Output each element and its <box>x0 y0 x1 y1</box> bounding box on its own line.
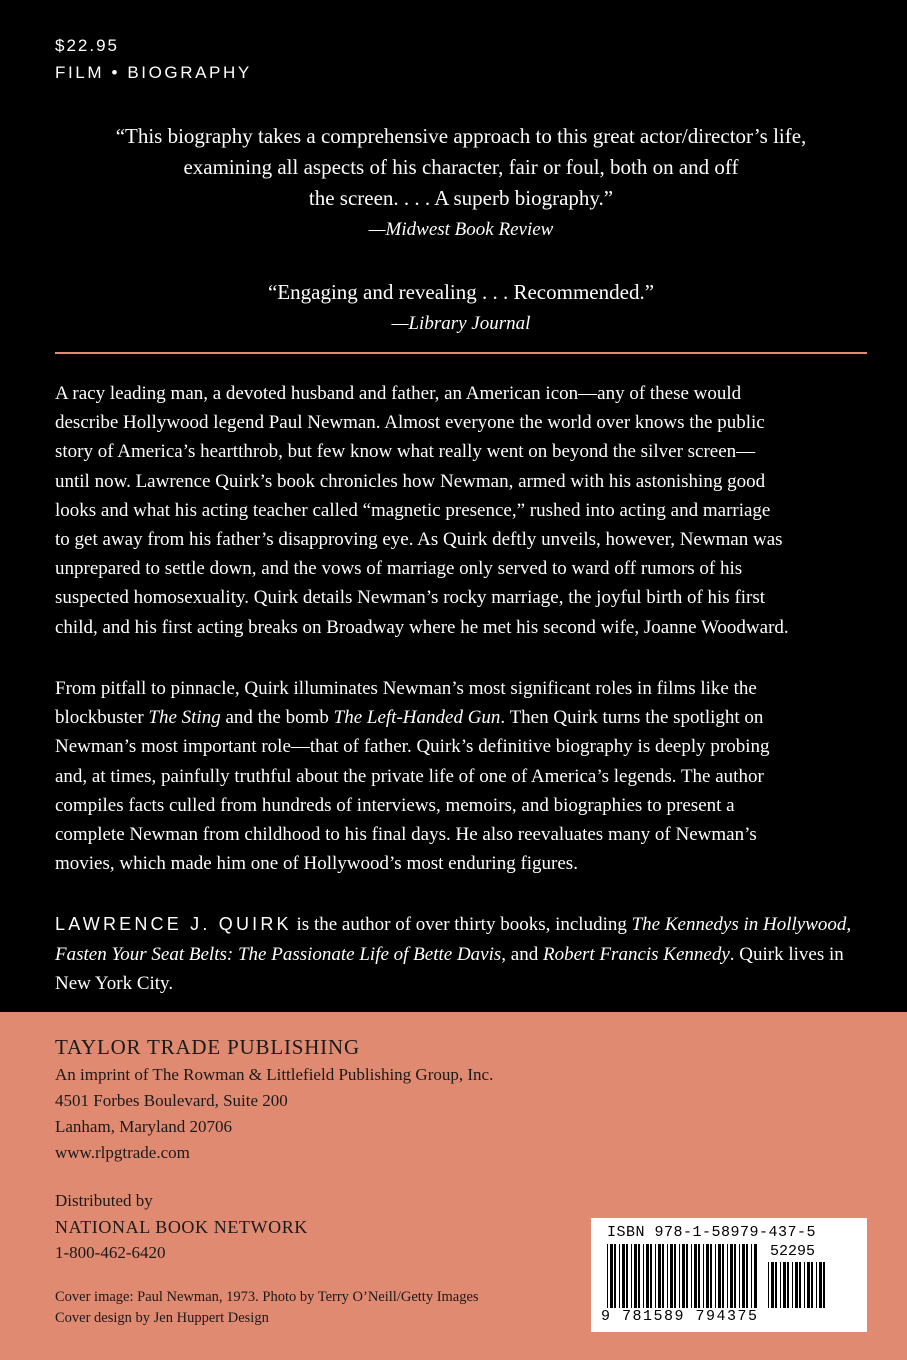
book-title: Robert Francis Kennedy <box>542 943 730 965</box>
publisher-line: Lanham, Maryland 20706 <box>55 1117 233 1136</box>
film-title: The Left-Handed Gun <box>333 707 501 729</box>
publisher-block <box>55 1032 493 1166</box>
author-bio <box>55 910 870 999</box>
text-line: unprepared to settle down, and the vows of marriage only served to ward off rumors of his <box>55 558 743 580</box>
text-line: story of America’s heartthrob, but few know what really went on beyond the silver screen— <box>55 441 756 463</box>
price-label: $22.95 <box>55 36 119 55</box>
text-line: child, and his first acting breaks on Broadway where he met his second wife, Joanne Woodward. <box>55 616 789 638</box>
review-quote-1 <box>55 121 867 245</box>
text-line: From pitfall to pinnacle, Quirk illuminates Newman’s most significant roles in films like the <box>55 678 757 699</box>
author-name: LAWRENCE J. QUIRK <box>55 914 292 934</box>
quote-line: the screen. . . . A superb biography.” <box>308 186 614 210</box>
text-line: to get away from his father’s disapproving eye. As Quirk deftly unveils, however, Newman was <box>55 529 783 551</box>
text-line: compiles facts culled from hundreds of interviews, memoirs, and biographies to present a <box>55 794 735 816</box>
description-paragraph-2 <box>55 674 875 878</box>
quote-line: “This biography takes a comprehensive approach to this great actor/director’s life, <box>115 124 807 148</box>
text-line: A racy leading man, a devoted husband and father, an American icon—any of these would <box>55 383 742 404</box>
barcode-addon-bars-icon <box>768 1262 826 1308</box>
text-line: and, at times, painfully truthful about the private life of one of America’s legends. The author <box>55 765 764 787</box>
divider-rule <box>55 352 867 354</box>
text-run: . Quirk lives in New York City. <box>55 943 844 994</box>
isbn-label: ISBN 978-1-58979-437-5 <box>607 1224 817 1241</box>
text-line: until now. Lawrence Quirk’s book chronicles how Newman, armed with his astonishing good <box>55 470 766 492</box>
description-paragraph-1 <box>55 379 875 642</box>
text-line: movies, which made him one of Hollywood’s most enduring figures. <box>55 853 578 875</box>
quote-attribution: —Library Journal <box>391 313 531 334</box>
text-line: looks and what his acting teacher called “magnetic presence,” rushed into acting and marriage <box>55 499 771 521</box>
text-line <box>55 703 875 732</box>
text-line: complete Newman from childhood to his final days. He also reevaluates many of Newman’s <box>55 824 757 846</box>
quote-line: examining all aspects of his character, fair or foul, both on and off <box>183 155 739 179</box>
price-code-label: 52295 <box>770 1243 816 1260</box>
publisher-line: An imprint of The Rowman & Littlefield Publishing Group, Inc. <box>55 1065 494 1084</box>
distribution-block <box>55 1188 308 1266</box>
text-run: . Then Quirk turns the spotlight on <box>500 707 764 729</box>
credit-line: Cover image: Paul Newman, 1973. Photo by Terry O’Neill/Getty Images <box>55 1289 479 1305</box>
text-run: blockbuster <box>55 707 149 729</box>
text-run: is the author of over thirty books, including <box>291 914 632 935</box>
text-run: , and <box>501 943 543 965</box>
film-title: The Sting <box>148 707 221 729</box>
distributed-by-label: Distributed by <box>55 1191 153 1210</box>
distributor-name: NATIONAL BOOK NETWORK <box>55 1217 308 1237</box>
book-titles: The Kennedys in Hollywood, Fasten Your Seat Belts: The Passionate Life of Bette Davis <box>55 914 852 965</box>
credit-line: Cover design by Jen Huppert Design <box>55 1310 269 1326</box>
quote-line: “Engaging and revealing . . . Recommended.” <box>267 280 655 304</box>
ean-digits: 9 781589 794375 <box>601 1308 759 1325</box>
publisher-line: 4501 Forbes Boulevard, Suite 200 <box>55 1091 288 1110</box>
cover-credits <box>55 1287 479 1329</box>
publisher-url: www.rlpgtrade.com <box>55 1143 190 1162</box>
text-line: Newman’s most important role—that of father. Quirk’s definitive biography is deeply probing <box>55 736 770 758</box>
barcode-bars-icon <box>607 1244 757 1308</box>
distributor-phone: 1-800-462-6420 <box>55 1243 166 1262</box>
publisher-name: TAYLOR TRADE PUBLISHING <box>55 1035 360 1059</box>
text-line: describe Hollywood legend Paul Newman. Almost everyone the world over knows the public <box>55 412 765 434</box>
barcode <box>591 1218 867 1332</box>
text-line: suspected homosexuality. Quirk details Newman’s rocky marriage, the joyful birth of his first <box>55 587 766 609</box>
text-run: and the bomb <box>220 707 334 729</box>
quote-attribution: —Midwest Book Review <box>368 219 554 240</box>
category-label: FILM • BIOGRAPHY <box>55 63 252 82</box>
review-quote-2 <box>55 277 867 339</box>
